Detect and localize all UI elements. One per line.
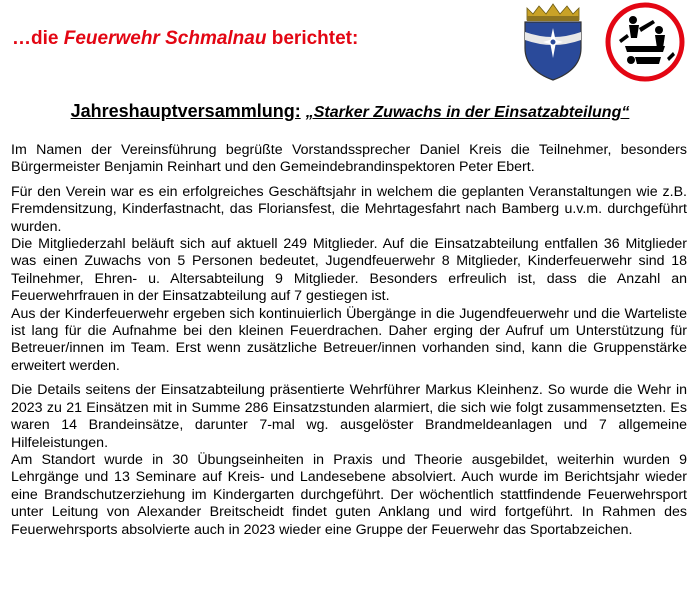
article-body <box>11 142 687 539</box>
logos <box>513 2 685 82</box>
header-suffix: berichtet: <box>266 28 359 49</box>
paragraph: Aus der Kinderfeuerwehr ergeben sich kontinuierlich Übergänge in die Jugendfeuerwehr und die Warteliste ist lang für die Aufnahme bei den kleinen Feuerdrachen. Daher erging der Aufruf um Unterstützung für Betreuer/innen im Team. Erst wenn zusätzliche Betreuer/innen vorhanden sind, kann die Gruppenstärke erweitert werden. <box>11 305 687 374</box>
fire-department-emblem-icon <box>605 2 685 82</box>
coat-of-arms-icon <box>513 2 593 82</box>
title-main: Jahreshauptversammlung: <box>70 101 301 121</box>
article-title <box>20 101 680 122</box>
paragraph: Die Mitgliederzahl beläuft sich auf aktuell 249 Mitglieder. Auf die Einsatzabteilung entfallen 36 Mitglieder was einen Zuwachs von 5 Personen bedeutet, Jugendfeuerwehr 8 Mitglieder, Kinderfeuerwehr sind 18 Teilnehmer, Ehren- u. Altersabteilung 9 Mitglieder. Besonders erfreulich ist, dass die Anzahl an Feuerwehrfrauen in der Einsatzabteilung auf 7 gestiegen ist. <box>11 236 687 305</box>
paragraph: Für den Verein war es ein erfolgreiches Geschäftsjahr in welchem die geplanten Veranstaltungen wie z.B. Fremdensitzung, Kinderfastnacht, das Floriansfest, die Mehrtagesfahrt nach Bamberg u.v.m. durchgeführt wurden. <box>11 183 687 235</box>
page-header <box>12 28 358 50</box>
paragraph: Am Standort wurde in 30 Übungseinheiten in Praxis und Theorie ausgebildet, weiterhin wurden 9 Lehrgänge und 13 Seminare auf Kreis- und Landesebene absolviert. Auch wurde im Berichtsjahr wieder eine Brandschutzerziehung im Kindergarten durchgeführt. Der wöchentlich stattfindende Feuerwehrsport unter Leitung von Alexander Breitscheidt findet guten Anklang und wird fortgeführt. In Rahmen des Feuerwehrsports absolvierte auch in 2023 wieder eine Gruppe der Feuerwehr das Sportabzeichen. <box>11 451 687 538</box>
paragraph: Die Details seitens der Einsatzabteilung präsentierte Wehrführer Markus Kleinhenz. So wurde die Wehr in 2023 zu 21 Einsätzen mit in Summe 286 Einsatzstunden alarmiert, die sich wie folgt zusammensetzten. Es waren 14 Brandeinsätze, darunter 7-mal wg. ausgelöster Brandmeldeanlagen und 7 allgemeine Hilfeleistungen. <box>11 382 687 451</box>
paragraph: Im Namen der Vereinsführung begrüßte Vorstandssprecher Daniel Kreis die Teilnehmer, besonders Bürgermeister Benjamin Reinhart und den Gemeindebrandinspektoren Peter Ebert. <box>11 142 687 176</box>
header-org: Feuerwehr Schmalnau <box>63 28 267 49</box>
header-prefix: …die <box>12 28 64 49</box>
title-sub: „Starker Zuwachs in der Einsatzabteilung“ <box>305 104 630 121</box>
